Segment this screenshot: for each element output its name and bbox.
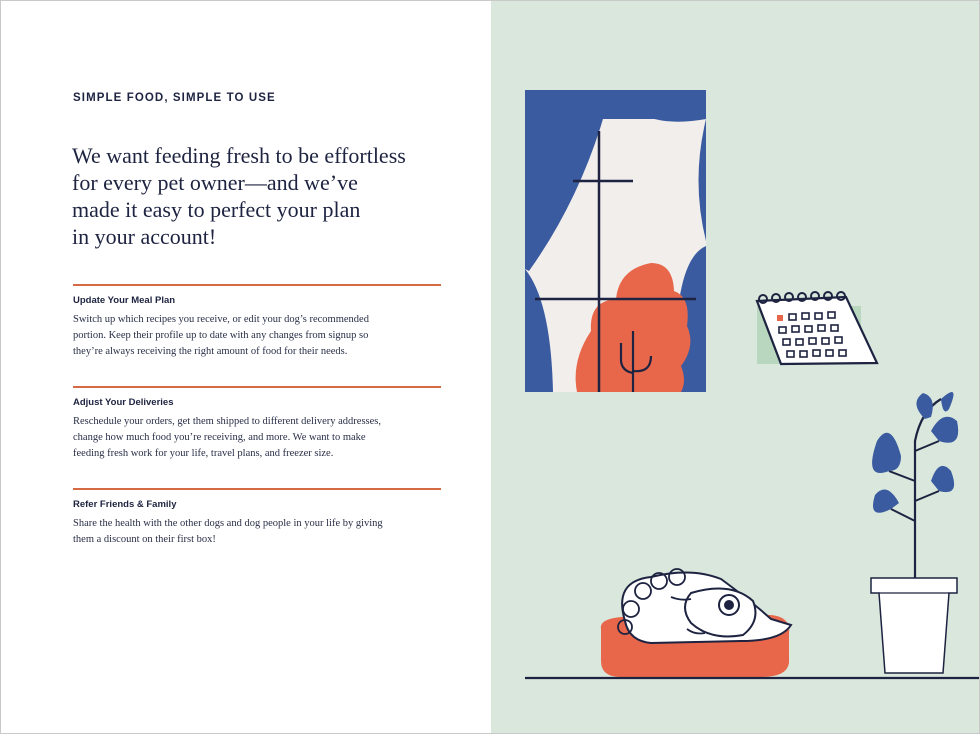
illustration-panel <box>491 1 980 734</box>
section-body-line: them a discount on their first box! <box>73 534 216 545</box>
eyebrow-heading: SIMPLE FOOD, SIMPLE TO USE <box>73 92 276 104</box>
potted-plant-illustration <box>871 392 958 673</box>
section-body-line: Switch up which recipes you receive, or edit your dog’s recommended <box>73 314 369 325</box>
section-body <box>73 312 441 360</box>
section-body <box>73 414 441 462</box>
section-divider <box>73 488 441 490</box>
room-illustration <box>491 1 980 734</box>
section-body-line: change how much food you’re receiving, and more. We want to make <box>73 432 366 443</box>
section-title: Adjust Your Deliveries <box>73 397 174 408</box>
section-body-line: they’re always receiving the right amount of food for their needs. <box>73 346 348 357</box>
headline-line: made it easy to perfect your plan <box>72 197 361 222</box>
headline-line: We want feeding fresh to be effortless <box>72 143 406 168</box>
dog-on-bed-illustration <box>601 569 791 677</box>
section-title: Update Your Meal Plan <box>73 295 176 306</box>
calendar-icon <box>757 292 877 364</box>
window-illustration <box>525 90 706 392</box>
section-body-line: portion. Keep their profile up to date with any changes from signup so <box>73 330 369 341</box>
section-body-line: feeding fresh work for your life, travel plans, and freezer size. <box>73 448 334 459</box>
section-body <box>73 516 441 548</box>
headline-line: in your account! <box>72 224 217 249</box>
section-refer-friends <box>73 488 441 548</box>
section-body-line: Share the health with the other dogs and dog people in your life by giving <box>73 518 383 529</box>
section-adjust-deliveries <box>73 386 441 462</box>
section-body-line: Reschedule your orders, get them shipped to different delivery addresses, <box>73 416 382 427</box>
headline <box>72 142 432 250</box>
section-divider <box>73 284 441 286</box>
section-update-meal-plan <box>73 284 441 360</box>
section-divider <box>73 386 441 388</box>
section-title: Refer Friends & Family <box>73 499 177 510</box>
text-column <box>1 1 491 734</box>
headline-line: for every pet owner—and we’ve <box>72 170 358 195</box>
